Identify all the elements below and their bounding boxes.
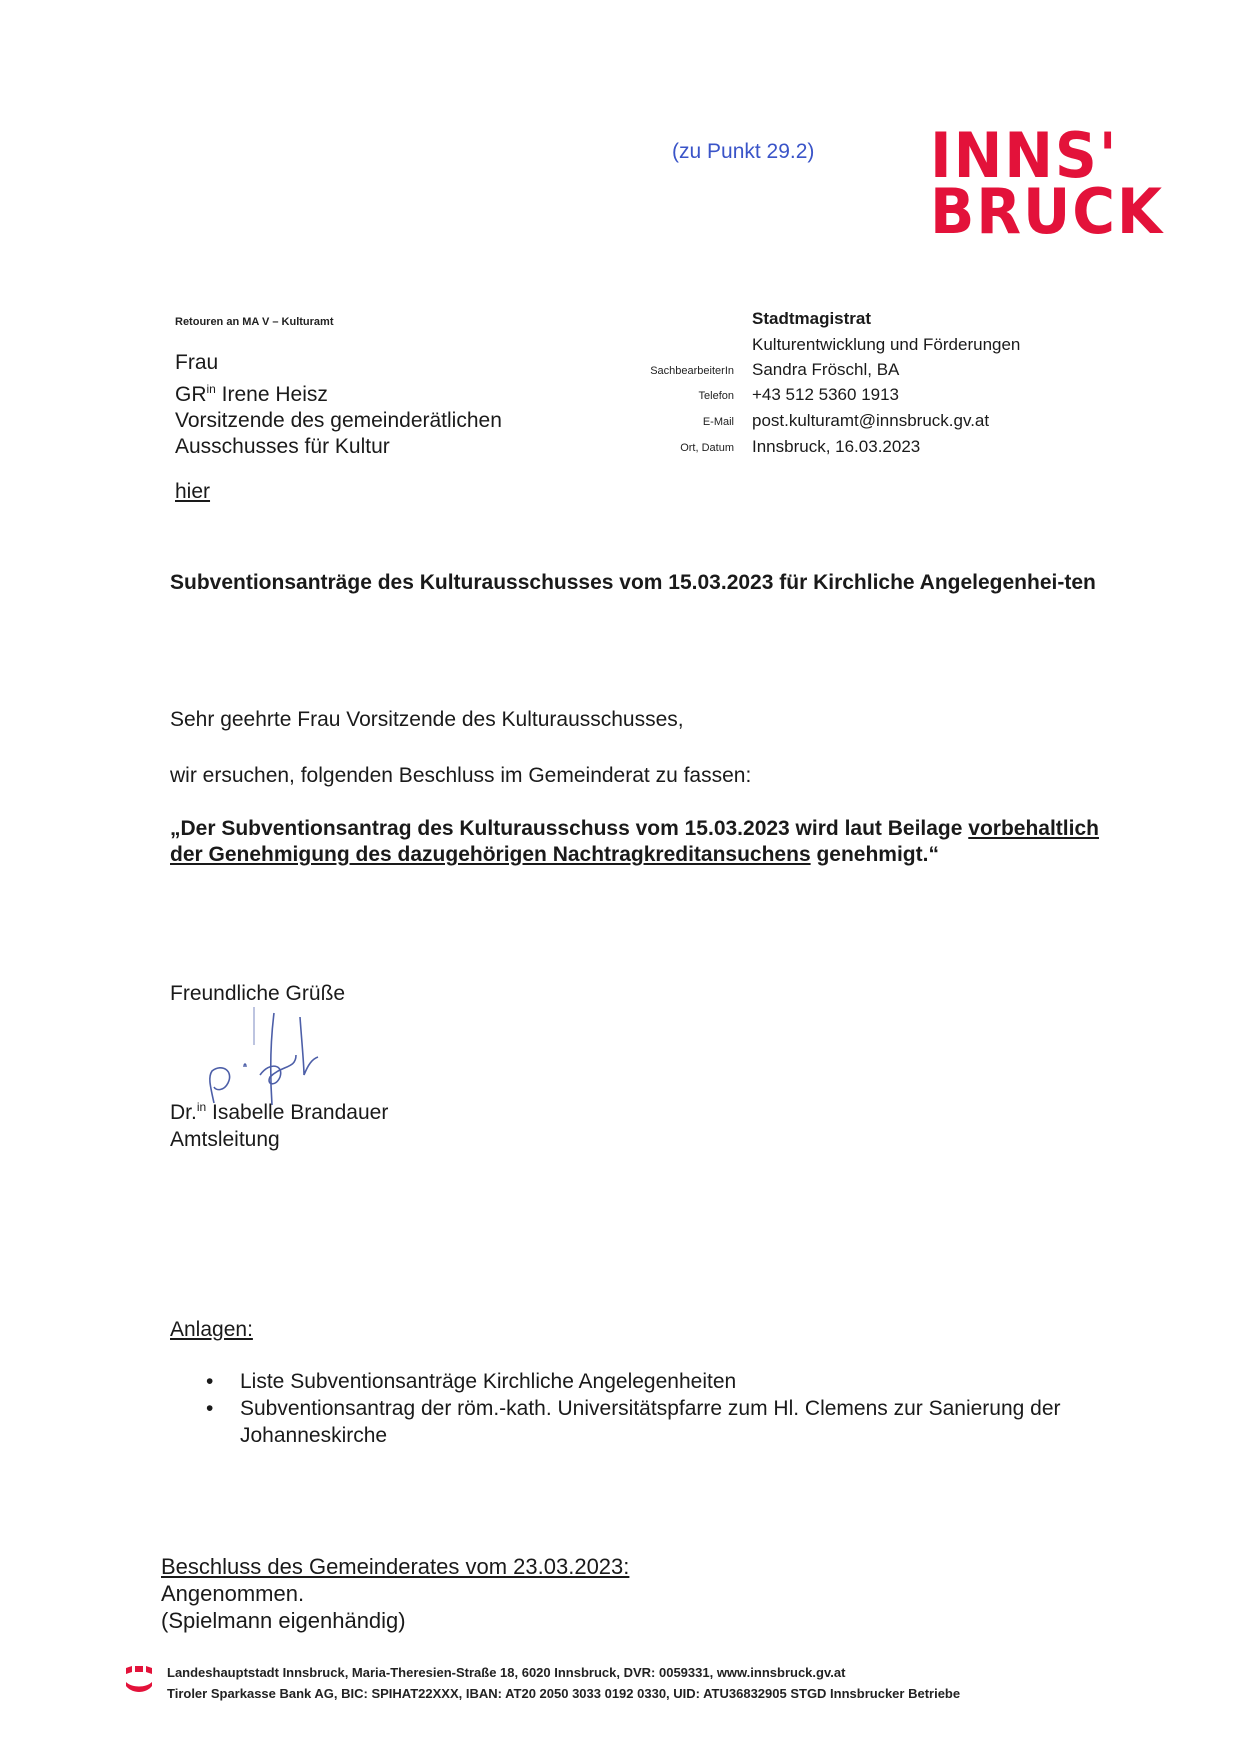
signer-role: Amtsleitung bbox=[170, 1128, 280, 1151]
recipient-name: Irene Heisz bbox=[215, 383, 328, 406]
attachments-heading: Anlagen: bbox=[170, 1318, 253, 1341]
city-emblem-icon bbox=[124, 1664, 154, 1696]
letter-subject: Subventionsanträge des Kulturausschusses vom 15.03.2023 für Kirchliche Angelegenhei-ten bbox=[170, 571, 1096, 594]
sender-email-row bbox=[560, 411, 1180, 437]
footer-line-2: Tiroler Sparkasse Bank AG, BIC: SPIHAT22XXX, IBAN: AT20 2050 3033 0192 0330, UID: ATU36832905 STGD Innsbrucker Betriebe bbox=[167, 1686, 961, 1701]
contact-value: Sandra Fröschl, BA bbox=[752, 360, 900, 379]
signer-name: Isabelle Brandauer bbox=[206, 1101, 389, 1124]
sender-phone-row bbox=[560, 385, 1180, 411]
sender-department: Kulturentwicklung und Förderungen bbox=[752, 335, 1021, 354]
footer-address: , Maria-Theresien-Straße 18, 6020 Innsbruck, DVR: 0059331, www.innsbruck.gv.at bbox=[344, 1665, 846, 1680]
signer-block bbox=[170, 1094, 388, 1153]
attachment-label: Subventionsantrag der röm.-kath. Universitätspfarre zum Hl. Clemens zur Sanierung der Johanneskirche bbox=[240, 1397, 1061, 1447]
decision-result: Angenommen. bbox=[161, 1581, 305, 1606]
sender-org: Stadtmagistrat bbox=[752, 309, 872, 328]
recipient-title-sup: in bbox=[206, 382, 216, 396]
list-item bbox=[200, 1368, 1120, 1395]
date-value: Innsbruck, 16.03.2023 bbox=[752, 437, 921, 456]
return-address: Retouren an MA V – Kulturamt bbox=[175, 316, 334, 328]
bullet-icon: • bbox=[206, 1370, 214, 1393]
recipient-location: hier bbox=[175, 480, 211, 503]
recipient-salutation: Frau bbox=[175, 351, 219, 374]
attachments-list bbox=[200, 1368, 1120, 1449]
footer-line-1 bbox=[167, 1662, 960, 1683]
phone-label: Telefon bbox=[698, 390, 734, 402]
recipient-title: GR bbox=[175, 383, 207, 406]
bullet-icon: • bbox=[206, 1397, 214, 1420]
resolution-text bbox=[170, 816, 1130, 868]
sender-date-row bbox=[560, 437, 1180, 463]
email-label: E-Mail bbox=[702, 416, 734, 428]
phone-value: +43 512 5360 1913 bbox=[752, 385, 900, 404]
recipient-role-2: Ausschusses für Kultur bbox=[175, 435, 390, 458]
sender-contact-row bbox=[560, 360, 1180, 386]
recipient-role-1: Vorsitzende des gemeinderätlichen bbox=[175, 409, 502, 432]
decision-note: (Spielmann eigenhändig) bbox=[161, 1608, 406, 1633]
list-item bbox=[200, 1395, 1120, 1449]
logo-line-1: INNS' bbox=[930, 119, 1119, 192]
recipient-name-line bbox=[175, 376, 502, 408]
signer-prefix: Dr. bbox=[170, 1101, 197, 1124]
email-value: post.kulturamt@innsbruck.gv.at bbox=[752, 411, 990, 430]
signer-prefix-sup: in bbox=[196, 1100, 207, 1114]
agenda-reference-note: (zu Punkt 29.2) bbox=[672, 140, 815, 163]
decision-heading: Beschluss des Gemeinderates vom 23.03.2023: bbox=[161, 1554, 630, 1579]
footer-city: Landeshauptstadt Innsbruck bbox=[167, 1665, 345, 1680]
letter-footer bbox=[167, 1662, 960, 1704]
resolution-condition: vorbehaltlich der Genehmigung des dazugehörigen Nachtragkreditansuchens bbox=[170, 817, 1099, 866]
council-decision bbox=[161, 1553, 629, 1634]
contact-label: SachbearbeiterIn bbox=[650, 365, 734, 377]
attachment-label: Liste Subventionsanträge Kirchliche Angelegenheiten bbox=[240, 1370, 737, 1393]
resolution-part-1: „Der Subventionsantrag des Kulturausschuss vom 15.03.2023 wird laut Beilage bbox=[170, 817, 969, 840]
resolution-part-2: genehmigt.“ bbox=[810, 843, 939, 866]
date-label: Ort, Datum bbox=[680, 442, 734, 454]
letter-request: wir ersuchen, folgenden Beschluss im Gemeinderat zu fassen: bbox=[170, 764, 752, 787]
letter-salutation: Sehr geehrte Frau Vorsitzende des Kulturausschusses, bbox=[170, 708, 684, 731]
innsbruck-logo bbox=[930, 119, 1164, 248]
letter-closing: Freundliche Grüße bbox=[170, 982, 346, 1005]
signer-name-line bbox=[170, 1094, 388, 1126]
recipient-address bbox=[175, 350, 502, 460]
logo-line-2: BRUCK bbox=[930, 175, 1164, 248]
